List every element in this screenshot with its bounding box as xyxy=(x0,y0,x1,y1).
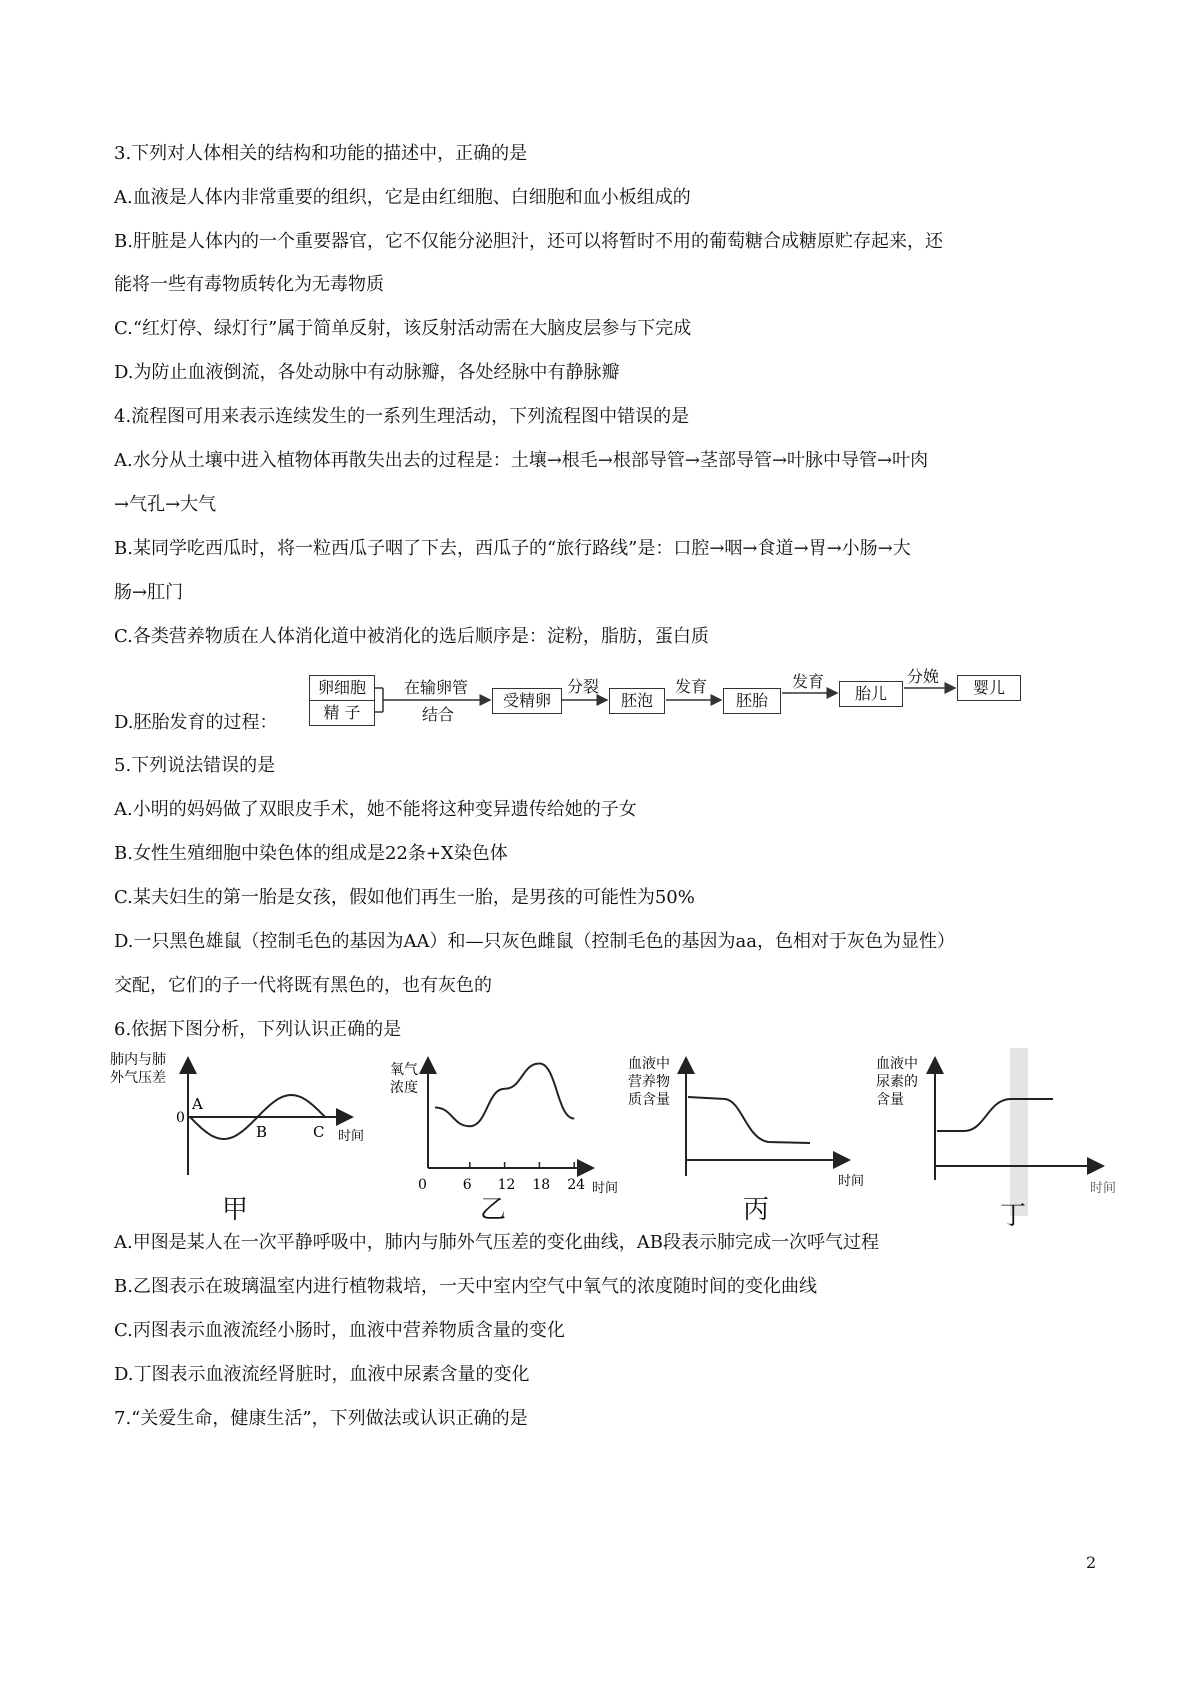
box-blastocyst: 胚泡 xyxy=(609,688,665,714)
q6-option-b: B.乙图表示在玻璃温室内进行植物栽培，一天中室内空气中氧气的浓度随时间的变化曲线 xyxy=(114,1276,817,1297)
ding-ylabel-1: 血液中 xyxy=(876,1056,918,1072)
box-egg: 卵细胞 xyxy=(309,675,375,701)
q3-option-c: C.“红灯停、绿灯行”属于简单反射，该反射活动需在大脑皮层参与下完成 xyxy=(114,318,692,339)
q6-option-c: C.丙图表示血液流经小肠时，血液中营养物质含量的变化 xyxy=(114,1320,565,1341)
q5-option-b: B.女性生殖细胞中染色体的组成是22条+X染色体 xyxy=(114,843,508,864)
label-delivery: 分娩 xyxy=(907,667,940,686)
q6-stem: 6.依据下图分析，下列认识正确的是 xyxy=(114,1019,402,1040)
page-number: 2 xyxy=(1086,1553,1097,1572)
ding-ylabel-2: 尿素的 xyxy=(876,1074,918,1090)
bing-ylabel-3: 质含量 xyxy=(628,1092,670,1108)
bing-ylabel-2: 营养物 xyxy=(628,1074,670,1090)
q5-option-a: A.小明的妈妈做了双眼皮手术，她不能将这种变异遗传给她的子女 xyxy=(114,799,637,820)
chart-ding xyxy=(876,1055,1116,1196)
label-combine-bottom: 结合 xyxy=(422,705,455,724)
ding-ylabel-3: 含量 xyxy=(876,1092,904,1108)
caption-ding: 丁 xyxy=(1000,1201,1027,1231)
box-zygote: 受精卵 xyxy=(492,688,562,714)
jia-origin-label: 0 xyxy=(176,1110,185,1126)
bing-ylabel-1: 血液中 xyxy=(628,1056,670,1072)
jia-point-a: A xyxy=(192,1095,203,1113)
label-combine-top: 在输卵管 xyxy=(404,678,469,697)
box-fetus: 胎儿 xyxy=(839,681,903,707)
chart-yi xyxy=(390,1058,618,1196)
q3-option-b-line1: B.肝脏是人体内的一个重要器官，它不仅能分泌胆汁，还可以将暂时不用的葡萄糖合成糖原贮存起来，还 xyxy=(114,231,943,252)
q4-option-c: C.各类营养物质在人体消化道中被消化的选后顺序是：淀粉，脂肪，蛋白质 xyxy=(114,626,709,647)
yi-tick-label: 12 xyxy=(497,1177,516,1193)
jia-xlabel: 时间 xyxy=(338,1129,365,1144)
q6-option-a: A.甲图是某人在一次平静呼吸中，肺内与肺外气压差的变化曲线，AB段表示肺完成一次呼气过程 xyxy=(114,1232,879,1253)
q4-option-a-line2: →气孔→大气 xyxy=(114,494,217,515)
yi-tick-label: 24 xyxy=(567,1177,586,1193)
q5-stem: 5.下列说法错误的是 xyxy=(114,755,276,776)
label-develop1: 发育 xyxy=(675,677,708,696)
scan-shadow xyxy=(1010,1048,1028,1216)
ding-curve xyxy=(937,1099,1053,1131)
q5-option-c: C.某夫妇生的第一胎是女孩，假如他们再生一胎，是男孩的可能性为50% xyxy=(114,887,695,908)
q5-option-d-line1: D.一只黑色雄鼠（控制毛色的基因为AA）和—只灰色雌鼠（控制毛色的基因为aa，色相对于灰色为显性） xyxy=(114,931,955,952)
yi-tick-label: 18 xyxy=(532,1177,551,1193)
box-sperm: 精 子 xyxy=(309,700,375,726)
jia-ylabel-2: 外气压差 xyxy=(110,1070,166,1086)
chart-jia xyxy=(110,1051,364,1175)
q3-option-a: A.血液是人体内非常重要的组织，它是由红细胞、白细胞和血小板组成的 xyxy=(114,187,691,208)
yi-ylabel-2: 浓度 xyxy=(390,1080,418,1096)
yi-curve xyxy=(435,1064,574,1127)
caption-bing: 丙 xyxy=(743,1195,770,1225)
label-divide: 分裂 xyxy=(567,677,600,696)
q3-option-d: D.为防止血液倒流，各处动脉中有动脉瓣，各处经脉中有静脉瓣 xyxy=(114,362,620,383)
ding-xlabel: 时间 xyxy=(1090,1181,1117,1196)
bing-curve xyxy=(688,1097,810,1143)
yi-xlabel: 时间 xyxy=(592,1181,619,1196)
q4-option-d: D.胚胎发育的过程： xyxy=(114,712,278,733)
box-baby: 婴儿 xyxy=(957,675,1021,701)
jia-point-b: B xyxy=(256,1123,268,1141)
q3-option-b-line2: 能将一些有毒物质转化为无毒物质 xyxy=(114,274,384,295)
jia-ylabel-1: 肺内与肺 xyxy=(110,1052,166,1068)
box-embryo: 胚胎 xyxy=(723,688,781,714)
yi-ylabel-1: 氧气 xyxy=(390,1062,418,1078)
label-develop2: 发育 xyxy=(792,672,825,691)
chart-bing xyxy=(628,1055,864,1189)
q5-option-d-line2: 交配，它们的子一代将既有黑色的，也有灰色的 xyxy=(114,975,492,996)
q4-option-a-line1: A.水分从土壤中进入植物体再散失出去的过程是：土壤→根毛→根部导管→茎部导管→叶脉中导管→叶肉 xyxy=(114,450,929,471)
q3-stem: 3.下列对人体相关的结构和功能的描述中，正确的是 xyxy=(114,143,528,164)
yi-tick-label: 6 xyxy=(462,1177,472,1193)
q7-stem: 7.“关爱生命，健康生活”，下列做法或认识正确的是 xyxy=(114,1408,528,1429)
caption-yi: 乙 xyxy=(480,1195,507,1225)
yi-origin-label: 0 xyxy=(418,1177,427,1193)
q4-option-b-line1: B.某同学吃西瓜时，将一粒西瓜子咽了下去，西瓜子的“旅行路线”是：口腔→咽→食道→胃→小肠→大 xyxy=(114,538,911,559)
caption-jia: 甲 xyxy=(222,1195,249,1225)
q4-stem: 4.流程图可用来表示连续发生的一系列生理活动，下列流程图中错误的是 xyxy=(114,406,690,427)
q4-option-b-line2: 肠→肛门 xyxy=(114,582,184,603)
q6-option-d: D.丁图表示血液流经肾脏时，血液中尿素含量的变化 xyxy=(114,1364,530,1385)
bing-xlabel: 时间 xyxy=(838,1174,865,1189)
jia-point-c: C xyxy=(313,1123,325,1141)
